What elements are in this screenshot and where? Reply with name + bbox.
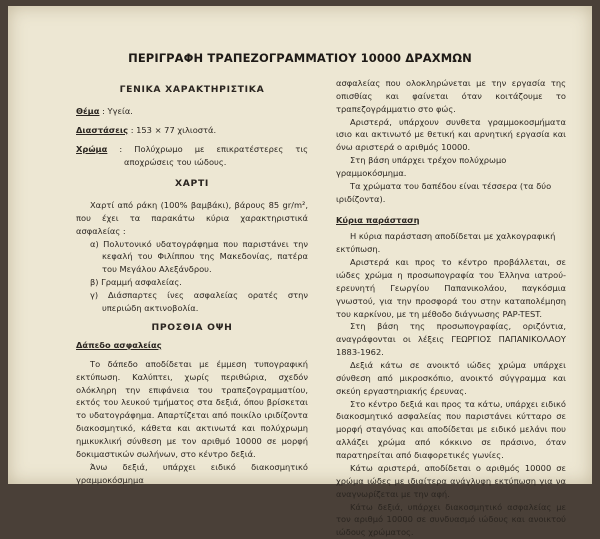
color-row <box>76 143 308 169</box>
paper-item: γ) Διάσπαρτες ίνες ασφαλείας ορατές στην υπεριώδη ακτινοβολία. <box>76 289 308 315</box>
front-heading: ΠΡΟΣΘΙΑ ΟΨΗ <box>76 321 308 335</box>
front-paragraph: Τα χρώματα του δαπέδου είναι τέσσερα (τα δύο ιριδίζοντα). <box>336 180 566 206</box>
color-label: Χρώμα <box>76 144 107 154</box>
main-design-paragraph: Στη βάση της προσωπογραφίας, οριζόντια, αναγράφονται οι λέξεις ΓΕΩΡΓΙΟΣ ΠΑΠΑΝΙΚΟΛΑΟΥ 1883-1962. <box>336 320 566 359</box>
main-design-paragraph: Κάτω δεξιά, υπάρχει διακοσμητικό ασφαλείας με τον αριθμό 10000 σε συνδυασμό ιώδους και ανοικτού ιώδους χρώματος. <box>336 501 566 539</box>
front-paragraph: ασφαλείας που ολοκληρώνεται με την εργασία της οπισθίας και φαίνεται όταν κοιτάζουμε το τραπεζογράμματιο στο φώς. <box>336 77 566 116</box>
dims-label: Διαστάσεις <box>76 125 128 135</box>
security-background-subheading: Δάπεδο ασφαλείας <box>76 339 308 352</box>
right-column <box>336 77 566 539</box>
main-design-paragraph: Κάτω αριστερά, αποδίδεται ο αριθμός 10000 σε χρώμα ιώδες με ιδιαίτερα ανάγλυφη εκτύπωση για να αναγνωρίζεται με την αφή. <box>336 462 566 501</box>
page-title: ΠΕΡΙΓΡΑΦΗ ΤΡΑΠΕΖΟΓΡΑΜΜΑΤΙΟΥ 10000 ΔΡΑΧΜΩΝ <box>8 51 592 65</box>
main-design-paragraph: Στο κέντρο δεξιά και προς τα κάτω, υπάρχει ειδικό διακοσμητικό ασφαλείας που παριστάνει κύτταρο σε μορφή σταγόνας και αποδίδεται με ειδικό μελάνι που αλλάζει χρώμα από κόκκινο σε πράσινο, όταν παρατηρείται από διαφορετικές γωνίες. <box>336 398 566 462</box>
paper-heading: ΧΑΡΤΙ <box>76 177 308 191</box>
color-value: : Πολύχρωμο με επικρατέστερες τις αποχρώσεις του ιώδους. <box>119 144 308 167</box>
main-design-paragraph: Δεξιά κάτω σε ανοικτό ιώδες χρώμα υπάρχει σύνθεση από μικροσκόπιο, ανοικτό σύγγραμμα και σκεύη εργαστηριακής έρευνας. <box>336 359 566 398</box>
theme-row <box>76 105 308 118</box>
main-design-subheading: Κύρια παράσταση <box>336 214 566 227</box>
dims-row <box>76 124 308 137</box>
security-background-paragraph-2: Άνω δεξιά, υπάρχει ειδικό διακοσμητικό γραμμοκόσμημα <box>76 461 308 487</box>
paper-intro: Χαρτί από ράκη (100% βαμβάκι), βάρους 85 gr/m², που έχει τα παρακάτω κύρια χαρακτηριστικά ασφαλείας : <box>76 199 308 238</box>
general-heading: ΓΕΝΙΚΑ ΧΑΡΑΚΤΗΡΙΣΤΙΚΑ <box>76 83 308 97</box>
paper-item: α) Πολυτονικό υδατογράφημα που παριστάνει την κεφαλή του Φιλίππου της Μακεδονίας, πατέρα του Μεγάλου Αλεξάνδρου. <box>76 238 308 277</box>
main-design-paragraph: Η κύρια παράσταση αποδίδεται με χαλκογραφική εκτύπωση. <box>336 230 566 256</box>
dims-value: : 153 × 77 χιλιοστά. <box>131 125 216 135</box>
security-background-paragraph: Το δάπεδο αποδίδεται με έμμεση τυπογραφική εκτύπωση. Καλύπτει, χωρίς περιθώρια, σχεδόν ολόκληρη την επιφάνεια του τραπεζογραμματίου, εκτός του λευκού τμήματος στα δεξιά, όπου βρίσκεται το υδατογράφημα. Απαρτίζεται από ποικίλο ιριδίζοντα διακοσμητικό, κάθετα και ακτινωτά και πολύχρωμη ημικυκλική σύνθεση με τον αριθμό 10000 σε μορφή δοκιμαστικών σωλήνων, στο κέντρο δεξιά. <box>76 358 308 461</box>
left-column <box>76 77 308 486</box>
theme-value: : Υγεία. <box>102 106 133 116</box>
paper-item: β) Γραμμή ασφαλείας. <box>76 276 308 289</box>
theme-label: Θέμα <box>76 106 99 116</box>
front-paragraph: Αριστερά, υπάρχουν συνθετα γραμμοκοσμήματα ισιο και ακτινωτό με θετική και αρνητική εργασία και όνω αριστερά ο αριθμός 10000. <box>336 116 566 155</box>
front-paragraph: Στη βάση υπάρχει τρέχον πολύχρωμο γραμμοκόσμημα. <box>336 154 566 180</box>
document-page <box>8 6 592 484</box>
main-design-paragraph: Αριστερά και προς το κέντρο προβάλλεται, σε ιώδες χρώμα η προσωπογραφία του Έλληνα ιατρού-ερευνητή Γεωργίου Παπανικολάου, παγκόσμια γνωστού, για την προσφορά του στην καταπολέμηση του καρκίνου, με τη μέθοδο διάγνωσης PAP-TEST. <box>336 256 566 320</box>
